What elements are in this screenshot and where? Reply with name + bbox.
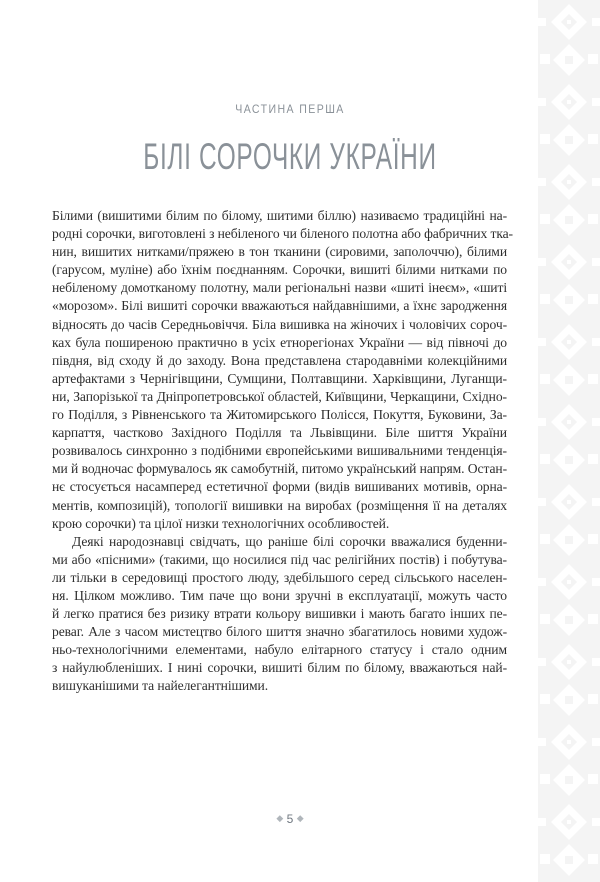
text-line: й легко пратися без ризику втрати кольору вишивки і мають багато інших пе- (52, 606, 507, 622)
text-line: ня. Цілком можливо. Тим паче що вони зручні в експлуатації, можуть часто (52, 587, 507, 603)
page-number-value: 5 (286, 812, 294, 826)
text-line: розвивалось синхронно з подібними європейськими вишивальними тенденція- (52, 443, 507, 459)
text-line: родні сорочки, виготовлені з небіленого чи біленого полотна або фабричних тка- (52, 226, 513, 242)
text-line: ни, Запорізької та Дніпропетровської областей, Київщини, Черкащини, Східно- (52, 388, 507, 404)
page-number (0, 812, 580, 826)
text-line: «морозом». Білі вишиті сорочки вважаються найдавнішими, а їхнє зародження (52, 298, 507, 314)
text-line: ментів, композицій), топології вишивки на виробах (розміщення її на деталях (52, 497, 507, 513)
part-label: ЧАСТИНА ПЕРША (235, 102, 345, 116)
text-line: Деякі народознавці свідчать, що раніше білі сорочки вважалися буденни- (72, 533, 507, 549)
embroidery-border-ornament (538, 0, 600, 882)
text-line: нин, вишитих нитками/пряжею в тон тканини (сировими, заполоччю), білими (52, 244, 507, 260)
diamond-ornament-icon: ◆ (296, 813, 304, 823)
text-line: Білими (вишитими білим по білому, шитими біллю) називаємо традиційні на- (52, 208, 507, 223)
text-line: півдня, від сходу й до заходу. Вона представлена стародавніми колекційними (52, 352, 507, 368)
article-body (52, 207, 513, 696)
text-line: ли тільки в середовищі простого люду, здебільшого серед сільського населен- (52, 569, 507, 585)
text-line: крою сорочки) та цілої низки технологічних особливостей. (52, 515, 390, 531)
text-line: з найулюбленіших. І нині сорочки, вишиті білим по білому, вважаються най- (52, 660, 507, 676)
text-line: відносять до часів Середньовіччя. Біла вишивка на жіночих і чоловічих сороч- (52, 316, 507, 332)
page-title: БІЛІ СОРОЧКИ УКРАЇНИ (143, 136, 437, 177)
text-line: (гарусом, муліне) або їхнім поєднанням. Сорочки, вишиті білими нитками по (52, 262, 507, 278)
text-line: ми й водночас формувалось як самобутній, питомо український напрям. Остан- (52, 461, 507, 477)
paragraph-2 (52, 533, 507, 696)
text-line: го Поділля, з Рівненського та Житомирського Полісся, Покуття, Буковини, За- (52, 407, 507, 423)
text-line: небіленому домотканому полотну, мали регіональні назви «шиті інеєм», «шиті (52, 280, 507, 296)
text-line: карпаття, частково Західного Поділля та Львівщини. Біле шиття України (52, 425, 507, 441)
text-line: артефактами з Чернігівщини, Сумщини, Полтавщини. Харківщини, Луганщи- (52, 370, 507, 386)
text-line: ми або «пісними» (такими, що носилися під час релігійних постів) і побутува- (52, 551, 507, 567)
text-line: вишуканішими та найелегантнішими. (52, 678, 269, 694)
text-line: реваг. Але з часом мистецтво білого шиття значно збагатилось новими худож- (52, 624, 507, 640)
diamond-ornament-icon: ◆ (276, 813, 284, 823)
text-line: ках була поширеною практично в усіх етнорегіонах України — від півночі до (52, 334, 507, 350)
text-line: нє стосується насамперед естетичної форми (видів вишиваних мотивів, орна- (52, 479, 507, 495)
text-line: ньо-технологічними елементами, набуло елітарного статусу і стало одним (52, 642, 507, 658)
paragraph-1 (52, 207, 513, 533)
